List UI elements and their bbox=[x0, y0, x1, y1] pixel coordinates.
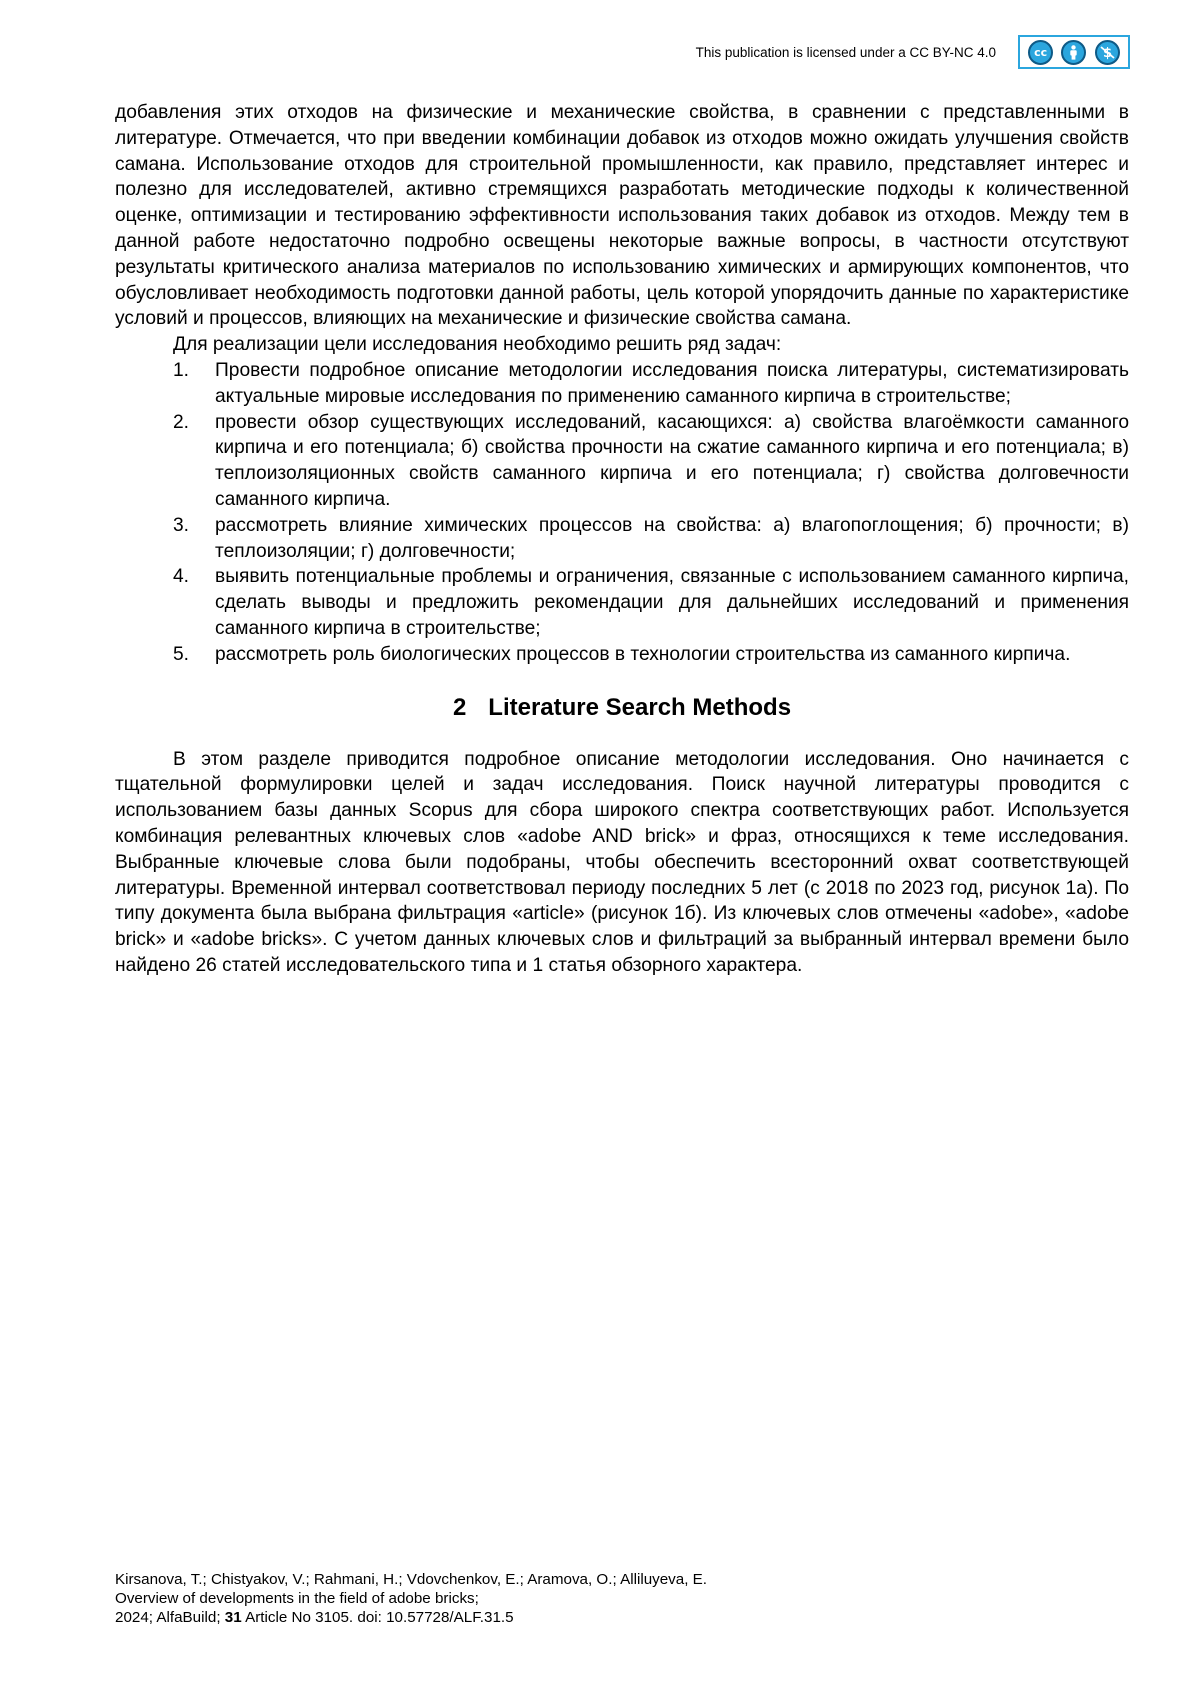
list-item bbox=[115, 564, 1129, 641]
list-item bbox=[115, 410, 1129, 513]
footer-citation bbox=[115, 1608, 1129, 1627]
list-item-number: 4. bbox=[115, 564, 215, 641]
list-item bbox=[115, 358, 1129, 410]
list-item-text: выявить потенциальные проблемы и ограничения, связанные с использованием саманного кирпича, сделать выводы и предложить рекомендации для дальнейших исследований и применения саманного кирпича в строительстве; bbox=[215, 564, 1129, 641]
citation-doi[interactable]: Article No 3105. doi: 10.57728/ALF.31.5 bbox=[245, 1609, 514, 1626]
list-item-number: 2. bbox=[115, 410, 215, 513]
license-text: This publication is licensed under a CC BY-NC 4.0 bbox=[696, 45, 996, 60]
section-number: 2 bbox=[453, 694, 466, 721]
page-footer bbox=[115, 1570, 1129, 1627]
cc-icon: cc bbox=[1028, 40, 1053, 65]
list-item-number: 5. bbox=[115, 642, 215, 668]
list-item-number: 1. bbox=[115, 358, 215, 410]
section-heading bbox=[115, 693, 1129, 723]
list-item-number: 3. bbox=[115, 513, 215, 565]
intro-paragraph: добавления этих отходов на физические и механические свойства, в сравнении с представленными в литературе. Отмечается, что при введении комбинации добавок из отходов можно ожидать улучшения свойств самана. Использование отходов для строительной промышленности, как правило, представляет интерес и полезно для исследователей, активно стремящихся разработать методические подходы к количественной оценке, оптимизации и тестированию эффективности использования таких добавок из отходов. Между тем в данной работе недостаточно подробно освещены некоторые важные вопросы, в частности отсутствуют результаты критического анализа материалов по использованию химических и армирующих компонентов, что обусловливает необходимость подготовки данной работы, цель которой упорядочить данные по характеристике условий и процессов, влияющих на механические и физические свойства самана. bbox=[115, 100, 1129, 332]
tasks-intro: Для реализации цели исследования необходимо решить ряд задач: bbox=[115, 332, 1129, 358]
list-item-text: Провести подробное описание методологии исследования поиска литературы, систематизировать актуальные мировые исследования по применению саманного кирпича в строительстве; bbox=[215, 358, 1129, 410]
citation-prefix: 2024; AlfaBuild; bbox=[115, 1609, 221, 1626]
list-item-text: рассмотреть роль биологических процессов в технологии строительства из саманного кирпича. bbox=[215, 642, 1129, 668]
list-item bbox=[115, 513, 1129, 565]
person-icon bbox=[1067, 45, 1080, 60]
list-item-text: провести обзор существующих исследований, касающихся: а) свойства влагоёмкости саманного кирпича и его потенциала; б) свойства прочности на сжатие саманного кирпича и его потенциала; в) теплоизоляционных свойств саманного кирпича и его потенциала; г) свойства долговечности саманного кирпича. bbox=[215, 410, 1129, 513]
footer-article-title: Overview of developments in the field of adobe bricks; bbox=[115, 1589, 1129, 1608]
nc-dollar-icon bbox=[1095, 40, 1120, 65]
list-item-text: рассмотреть влияние химических процессов на свойства: а) влагопоглощения; б) прочности; в) теплоизоляции; г) долговечности; bbox=[215, 513, 1129, 565]
section-paragraph: В этом разделе приводится подробное описание методологии исследования. Оно начинается с тщательной формулировки целей и задач исследования. Поиск научной литературы проводится с использованием базы данных Scopus для сбора широкого спектра соответствующих работ. Используется комбинация релевантных ключевых слов «adobe AND brick» и фраз, относящихся к теме исследования. Выбранные ключевые слова были подобраны, чтобы обеспечить всесторонний охват соответствующей литературы. Временной интервал соответствовал периоду последних 5 лет (с 2018 по 2023 год, рисунок 1а). По типу документа была выбрана фильтрация «article» (рисунок 1б). Из ключевых слов отмечены «adobe», «adobe brick» и «adobe bricks». С учетом данных ключевых слов и фильтраций за выбранный интервал времени было найдено 26 статей исследовательского типа и 1 статья обзорного характера. bbox=[115, 747, 1129, 979]
by-person-icon bbox=[1061, 40, 1086, 65]
article-body bbox=[115, 100, 1129, 979]
section-title: Literature Search Methods bbox=[488, 694, 791, 721]
footer-authors: Kirsanova, T.; Chistyakov, V.; Rahmani, H.; Vdovchenkov, E.; Aramova, O.; Alliluyeva, E. bbox=[115, 1570, 1129, 1589]
tasks-list bbox=[115, 358, 1129, 668]
page-header bbox=[600, 34, 1130, 70]
citation-volume: 31 bbox=[225, 1609, 242, 1626]
list-item bbox=[115, 642, 1129, 668]
crossed-dollar-icon bbox=[1099, 44, 1116, 61]
cc-by-nc-badge[interactable] bbox=[1018, 35, 1130, 69]
